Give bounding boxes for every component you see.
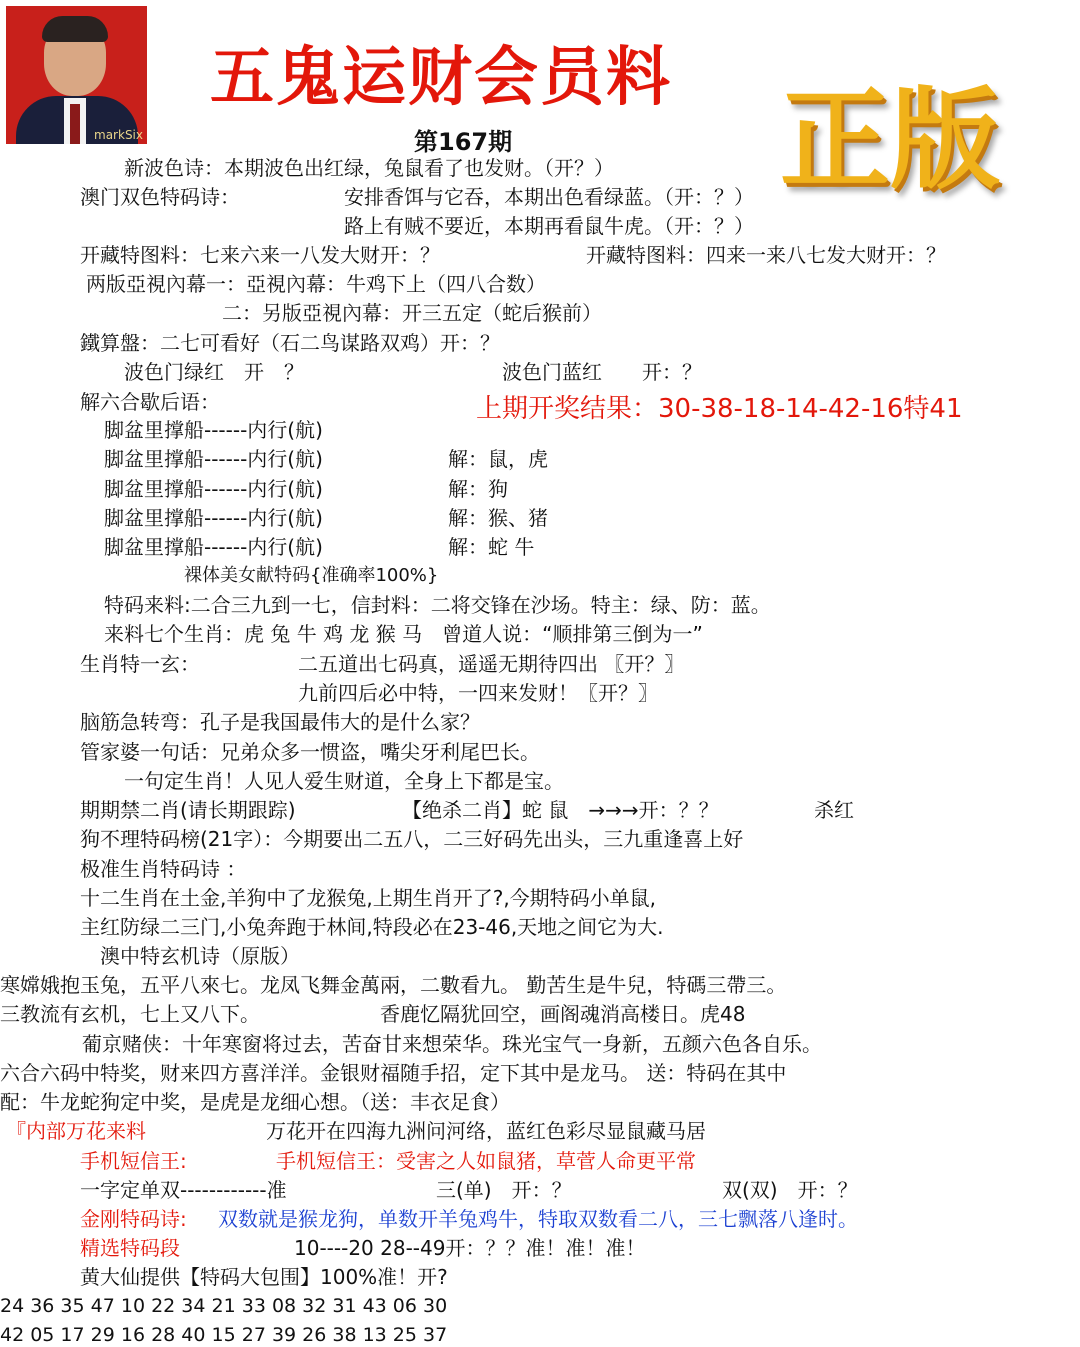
portrait-photo <box>6 6 147 144</box>
selected-range-label: 精选特码段 <box>80 1236 180 1260</box>
macau-poem-line1: 安排香饵与它吞，本期出色看绿蓝。（开：？） <box>344 185 754 209</box>
proverb-answer: 解：鼠，虎 <box>448 447 548 471</box>
genuine-stamp: 正版 <box>780 75 1000 204</box>
number-row-1: 24 36 35 47 10 22 34 21 33 08 32 31 43 06 30 <box>0 1295 448 1317</box>
six-code-line2: 配：牛龙蛇狗定中奖，是虎是龙细心想。（送：丰衣足食） <box>0 1090 510 1114</box>
proverb-answer: 解：猴、猪 <box>448 506 548 530</box>
proverb-line: 脚盆里撑船------内行(航) <box>104 477 323 501</box>
proverb-answer: 解：蛇 牛 <box>448 535 535 559</box>
brain-teaser: 脑筋急转弯：孔子是我国最伟大的是什么家？ <box>80 710 480 734</box>
vajra-poem-label: 金刚特码诗: <box>80 1207 187 1231</box>
wong-tai-sin: 黄大仙提供【特码大包围】100%准！开? <box>80 1265 448 1289</box>
accurate-poem-line1: 十二生肖在土金,羊狗中了龙猴兔,上期生肖开了?,今期特码小单鼠, <box>80 886 657 910</box>
housekeeper-phrase: 管家婆一句话：兄弟众多一惯盗，嘴尖牙利尾巴长。 <box>80 740 540 764</box>
kill-red: 杀红 <box>814 798 854 822</box>
proverb-heading: 解六合歇后语： <box>80 390 220 414</box>
dog-ranking: 狗不理特码榜(21字）：今期要出二五八，二三好码先出头，三九重逢喜上好 <box>80 827 744 851</box>
selected-range-value: 10----20 28--49开：？？准！准！准！ <box>294 1236 646 1260</box>
atv-inside-two: 二：另版亞視內幕：开三五定（蛇后猴前） <box>222 301 602 325</box>
portrait-watermark: markSix <box>94 128 143 142</box>
zodiac-mystery-line2: 九前四后必中特，一四来发财！〖开？〗 <box>298 681 658 705</box>
number-row-2: 42 05 17 29 16 28 40 15 27 39 26 38 13 25 37 <box>0 1324 448 1346</box>
one-phrase-zodiac: 一句定生肖！人见人爱生财道，全身上下都是宝。 <box>124 769 564 793</box>
atv-inside-one: 两版亞視內幕一：亞視內幕：牛鸡下上（四八合数） <box>86 272 546 296</box>
hidden-image-right: 开藏特图料：四来一来八七发大财开：？ <box>586 243 946 267</box>
even-value: 双(双) 开：？ <box>722 1178 858 1202</box>
proverb-answer: 解：狗 <box>448 477 508 501</box>
mystic-line2b: 香鹿忆隔犹回空，画阁魂消高楼日。虎48 <box>380 1002 746 1026</box>
zodiac-mystery-label: 生肖特一玄： <box>80 652 200 676</box>
mystic-line2a: 三教流有玄机，七上又八下。 <box>0 1002 260 1026</box>
flower-source-label: 『内部万花来料 <box>6 1119 146 1143</box>
proverb-line: 脚盆里撑船------内行(航) <box>104 506 323 530</box>
hidden-image-left: 开藏特图料：七来六来一八发大财开：？ <box>80 243 440 267</box>
accurate-poem-heading: 极准生肖特码诗 ： <box>80 857 247 881</box>
flower-source-text: 万花开在四海九洲问河络，蓝红色彩尽显鼠藏马居 <box>266 1119 706 1143</box>
banned-two-label: 期期禁二肖(请长期跟踪) <box>80 798 296 822</box>
banned-two-value: 【绝杀二肖】蛇 鼠 →→→开：？？ <box>402 798 719 822</box>
macau-mystic-heading: 澳中特玄机诗（原版） <box>100 944 300 968</box>
gambler-poem: 葡京赌侠：十年寒窗将过去，苦奋甘来想荣华。珠光宝气一身新，五颜六色各自乐。 <box>82 1032 822 1056</box>
seven-zodiacs: 来料七个生肖：虎 兔 牛 鸡 龙 猴 马 曾道人说：“顺排第三倒为一” <box>104 622 703 646</box>
vajra-poem-text: 双数就是猴龙狗，单数开羊兔鸡牛，特取双数看二八，三七飘落八逢时。 <box>218 1207 858 1231</box>
special-code-source: 特码来料:二合三九到一七，信封料：二将交锋在沙场。特主：绿、防：蓝。 <box>104 593 771 617</box>
wave-door-blue-red: 波色门蓝红 开：？ <box>502 360 702 384</box>
six-code-line1: 六合六码中特奖，财来四方喜洋洋。金银财福随手招，定下其中是龙马。 送：特码在其中 <box>0 1061 787 1085</box>
odd-even-label: 一字定单双------------准 <box>80 1178 287 1202</box>
zodiac-mystery-line1: 二五道出七码真，遥遥无期待四出 〖开？〗 <box>298 652 685 676</box>
wave-door-green-red: 波色门绿红 开 ？ <box>124 360 304 384</box>
macau-poem-line2: 路上有贼不要近，本期再看鼠牛虎。（开：？） <box>344 214 754 238</box>
macau-poem-label: 澳门双色特码诗： <box>80 185 240 209</box>
mystic-line1: 寒嫦娥抱玉兔，五平八來七。龙凤飞舞金萬兩，二數看九。 勤苦生是牛兒，特碼三帶三。 <box>0 973 787 997</box>
wave-color-poem: 新波色诗：本期波色出红绿，兔鼠看了也发财。（开？） <box>124 156 614 180</box>
last-result: 上期开奖结果：30-38-18-14-42-16特41 <box>476 394 963 424</box>
page-title: 五鬼运财会员料 <box>210 40 672 115</box>
sms-king-label: 手机短信王: <box>80 1149 187 1173</box>
proverb-line: 脚盆里撑船------内行(航) <box>104 418 323 442</box>
proverb-line: 脚盆里撑船------内行(航) <box>104 447 323 471</box>
issue-number: 第167期 <box>414 128 513 156</box>
iron-abacus: 鐵算盤：二七可看好（石二鸟谋路双鸡）开：？ <box>80 331 500 355</box>
accurate-poem-line2: 主红防绿二三门,小兔奔跑于林间,特段必在23-46,天地之间它为大. <box>80 915 664 939</box>
odd-value: 三(单) 开：？ <box>436 1178 572 1202</box>
proverb-line: 脚盆里撑船------内行(航) <box>104 535 323 559</box>
accuracy-note: 裸体美女献特码{准确率100%} <box>184 565 439 586</box>
sms-king-text: 手机短信王：受害之人如鼠猪，草菅人命更平常 <box>276 1149 696 1173</box>
